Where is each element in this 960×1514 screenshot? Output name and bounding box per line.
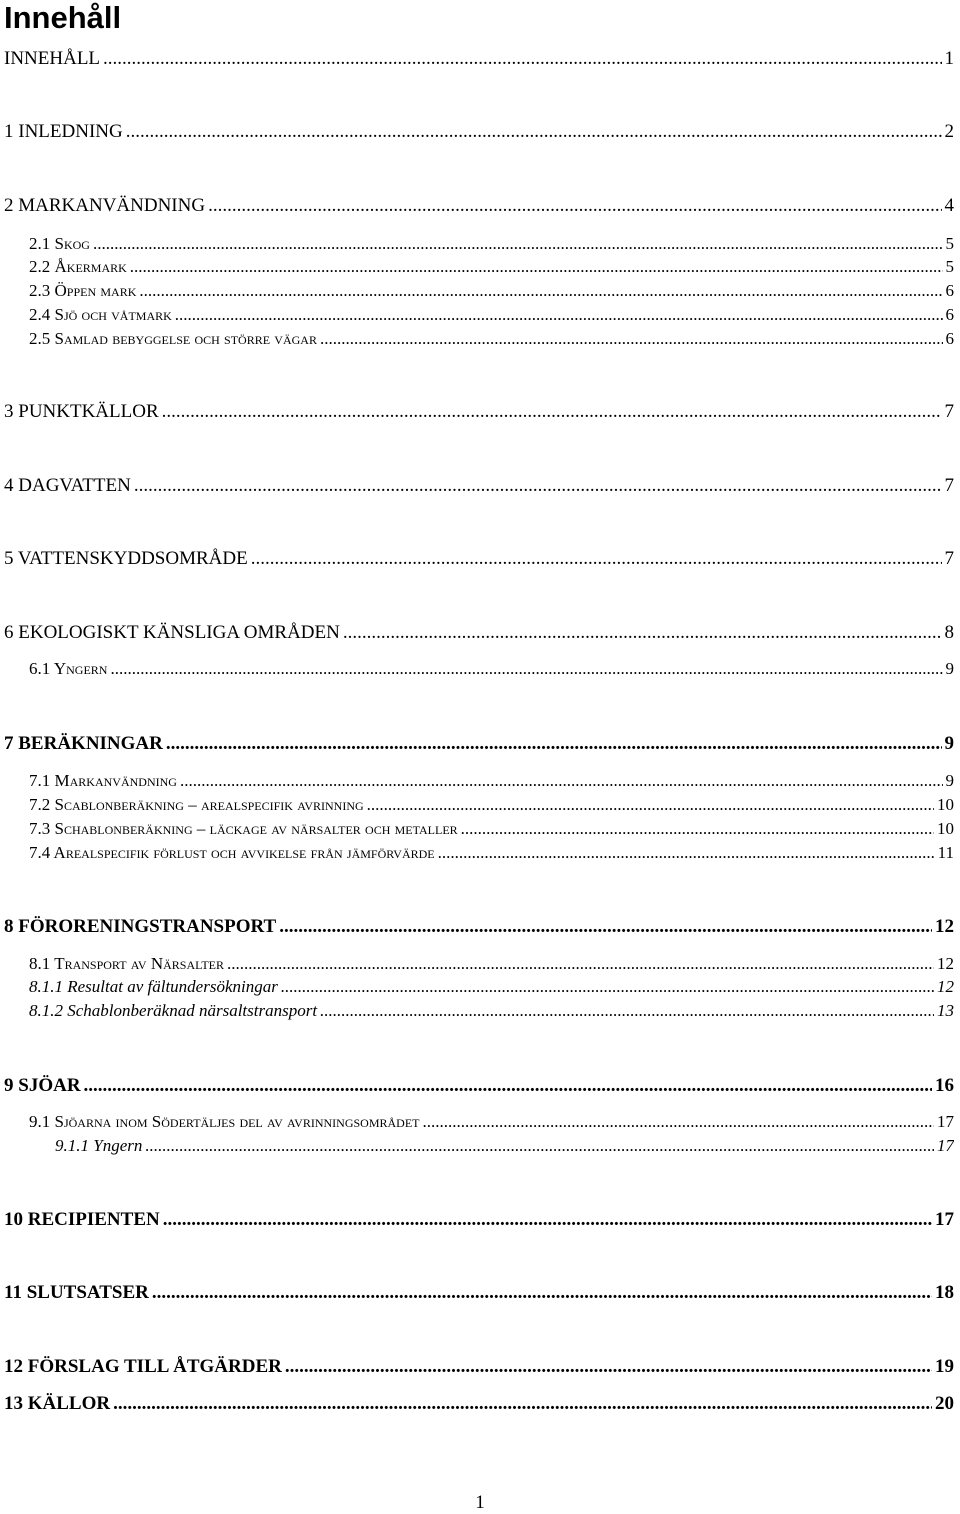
toc-entry-fororeningstransport[interactable]: [4, 916, 954, 940]
toc-entry-label: 8.1.1 Resultat av fältundersökningar: [29, 977, 278, 996]
dot-leader: [320, 1001, 934, 1021]
toc-entry-page: 1: [944, 48, 954, 69]
toc-entry-page: 17: [935, 1209, 954, 1230]
toc-entry-skog[interactable]: [29, 234, 954, 258]
dot-leader: [175, 305, 943, 325]
toc-entry-page: 4: [944, 195, 954, 216]
toc-entry-markanvandning[interactable]: [4, 195, 954, 219]
toc-entry-label: 7.3 Schablonberäkning – läckage av närsalter och metaller: [29, 819, 458, 838]
dot-leader: [180, 771, 943, 791]
toc-entry-label: 8.1 Transport av Närsalter: [29, 954, 225, 973]
toc-entry-page: 12: [935, 916, 954, 937]
toc-entry-oppen-mark[interactable]: [29, 281, 954, 305]
toc-entry-schablonberakning-lackage[interactable]: [29, 819, 954, 843]
dot-leader: [113, 1393, 932, 1415]
dot-leader: [208, 195, 941, 217]
toc-entry-page: 18: [935, 1282, 954, 1303]
toc-entry-label: 3 PUNKTKÄLLOR: [4, 401, 159, 422]
toc-entry-inledning[interactable]: [4, 121, 954, 145]
dot-leader: [110, 659, 942, 679]
dot-leader: [320, 329, 943, 349]
toc-entry-page: 5: [945, 257, 954, 276]
toc-entry-sjoarna-inom-sodertalje[interactable]: [29, 1112, 954, 1136]
dot-leader: [251, 548, 942, 570]
toc-entry-label: 13 KÄLLOR: [4, 1393, 111, 1414]
dot-leader: [93, 234, 943, 254]
toc-entry-forslag-till-atgarder[interactable]: [4, 1356, 954, 1380]
dot-leader: [279, 916, 932, 938]
toc-entry-label: 7.2 Scablonberäkning – arealspecifik avrinning: [29, 795, 364, 814]
toc-entry-page: 10: [937, 819, 954, 838]
toc-entry-resultat-faltundersokningar[interactable]: [29, 977, 954, 1001]
toc-entry-page: 7: [944, 475, 954, 496]
toc-entry-kallor[interactable]: [4, 1393, 954, 1417]
toc-entry-label: 9.1.1 Yngern: [55, 1136, 143, 1155]
dot-leader: [84, 1075, 932, 1097]
toc-entry-page: 5: [945, 234, 954, 253]
toc-entry-page: 8: [944, 622, 954, 643]
toc-entry-sjo-och-vatmark[interactable]: [29, 305, 954, 329]
toc-entry-label: 4 DAGVATTEN: [4, 475, 131, 496]
toc-entry-label: 2.4 Sjö och våtmark: [29, 305, 172, 324]
toc-entry-recipienten[interactable]: [4, 1209, 954, 1233]
page-title: Innehåll: [4, 0, 122, 35]
toc-entry-label: 7.4 Arealspecifik förlust och avvikelse från jämförvärde: [29, 843, 435, 862]
toc-entry-innehall[interactable]: [4, 48, 954, 72]
toc-entry-page: 9: [945, 659, 954, 678]
toc-entry-slutsatser[interactable]: [4, 1282, 954, 1306]
toc-entry-yngern[interactable]: [29, 659, 954, 683]
dot-leader: [285, 1356, 932, 1378]
toc-entry-yngern-9-1-1[interactable]: [55, 1136, 954, 1160]
toc-entry-dagvatten[interactable]: [4, 475, 954, 499]
toc-entry-label: 2.3 Öppen mark: [29, 281, 137, 300]
dot-leader: [438, 843, 935, 863]
toc-entry-page: 7: [944, 548, 954, 569]
toc-entry-vattenskyddsomrade[interactable]: [4, 548, 954, 572]
page-number: 1: [475, 1492, 485, 1513]
toc-entry-page: 6: [945, 281, 954, 300]
toc-entry-label: 8 FÖRORENINGSTRANSPORT: [4, 916, 277, 937]
toc-entry-page: 6: [945, 329, 954, 348]
toc-entry-punktkallor[interactable]: [4, 401, 954, 425]
toc-entry-page: 19: [935, 1356, 954, 1377]
toc-entry-page: 16: [935, 1075, 954, 1096]
dot-leader: [227, 954, 934, 974]
toc-entry-label: 9 SJÖAR: [4, 1075, 81, 1096]
toc-entry-markanvandning-7-1[interactable]: [29, 771, 954, 795]
toc-entry-page: 17: [937, 1112, 954, 1131]
dot-leader: [166, 733, 942, 755]
dot-leader: [145, 1136, 934, 1156]
toc-entry-label: 2 MARKANVÄNDNING: [4, 195, 206, 216]
toc-entry-label: 7.1 Markanvändning: [29, 771, 177, 790]
dot-leader: [281, 977, 934, 997]
toc-entry-page: 2: [944, 121, 954, 142]
toc-entry-samlad-bebyggelse[interactable]: [29, 329, 954, 353]
toc-entry-transport-av-narsalter[interactable]: [29, 954, 954, 978]
toc-entry-page: 11: [937, 843, 954, 862]
toc-entry-label: 9.1 Sjöarna inom Södertäljes del av avrinningsområdet: [29, 1112, 420, 1131]
toc-entry-page: 20: [935, 1393, 954, 1414]
dot-leader: [103, 48, 941, 70]
dot-leader: [126, 121, 942, 143]
toc-entry-akermark[interactable]: [29, 257, 954, 281]
toc-entry-page: 9: [945, 771, 954, 790]
dot-leader: [461, 819, 934, 839]
toc-entry-schablonberaknad-narsaltstransport[interactable]: [29, 1001, 954, 1025]
dot-leader: [152, 1282, 932, 1304]
toc-entry-scablonberakning-avrinning[interactable]: [29, 795, 954, 819]
toc-entry-label: INNEHÅLL: [4, 48, 101, 69]
toc-entry-page: 7: [944, 401, 954, 422]
toc-entry-ekologiskt-kansliga[interactable]: [4, 622, 954, 646]
dot-leader: [139, 281, 942, 301]
dot-leader: [343, 622, 942, 644]
toc-entry-label: 6.1 Yngern: [29, 659, 108, 678]
toc-entry-label: 5 VATTENSKYDDSOMRÅDE: [4, 548, 248, 569]
dot-leader: [163, 1209, 932, 1231]
toc-entry-page: 17: [937, 1136, 954, 1155]
toc-entry-label: 1 INLEDNING: [4, 121, 123, 142]
toc-entry-label: 8.1.2 Schablonberäknad närsaltstransport: [29, 1001, 318, 1020]
toc-entry-page: 9: [944, 733, 954, 754]
toc-entry-page: 12: [937, 977, 954, 996]
toc-entry-label: 2.2 Åkermark: [29, 257, 127, 276]
toc-entry-arealspecifik-forlust[interactable]: [29, 843, 954, 867]
toc-entry-berakningar[interactable]: [4, 733, 954, 757]
dot-leader: [423, 1112, 934, 1132]
toc-entry-label: 2.5 Samlad bebyggelse och större vägar: [29, 329, 317, 348]
dot-leader: [130, 257, 943, 277]
toc-entry-page: 13: [937, 1001, 954, 1020]
dot-leader: [134, 475, 942, 497]
toc-entry-page: 10: [937, 795, 954, 814]
dot-leader: [162, 401, 942, 423]
toc-entry-label: 6 EKOLOGISKT KÄNSLIGA OMRÅDEN: [4, 622, 340, 643]
toc-entry-label: 2.1 Skog: [29, 234, 90, 253]
toc-entry-label: 12 FÖRSLAG TILL ÅTGÄRDER: [4, 1356, 282, 1377]
toc-entry-label: 11 SLUTSATSER: [4, 1282, 149, 1303]
toc-entry-page: 6: [945, 305, 954, 324]
dot-leader: [367, 795, 934, 815]
toc-entry-label: 10 RECIPIENTEN: [4, 1209, 160, 1230]
toc-entry-sjoar[interactable]: [4, 1075, 954, 1099]
toc-entry-label: 7 BERÄKNINGAR: [4, 733, 163, 754]
toc-entry-page: 12: [937, 954, 954, 973]
